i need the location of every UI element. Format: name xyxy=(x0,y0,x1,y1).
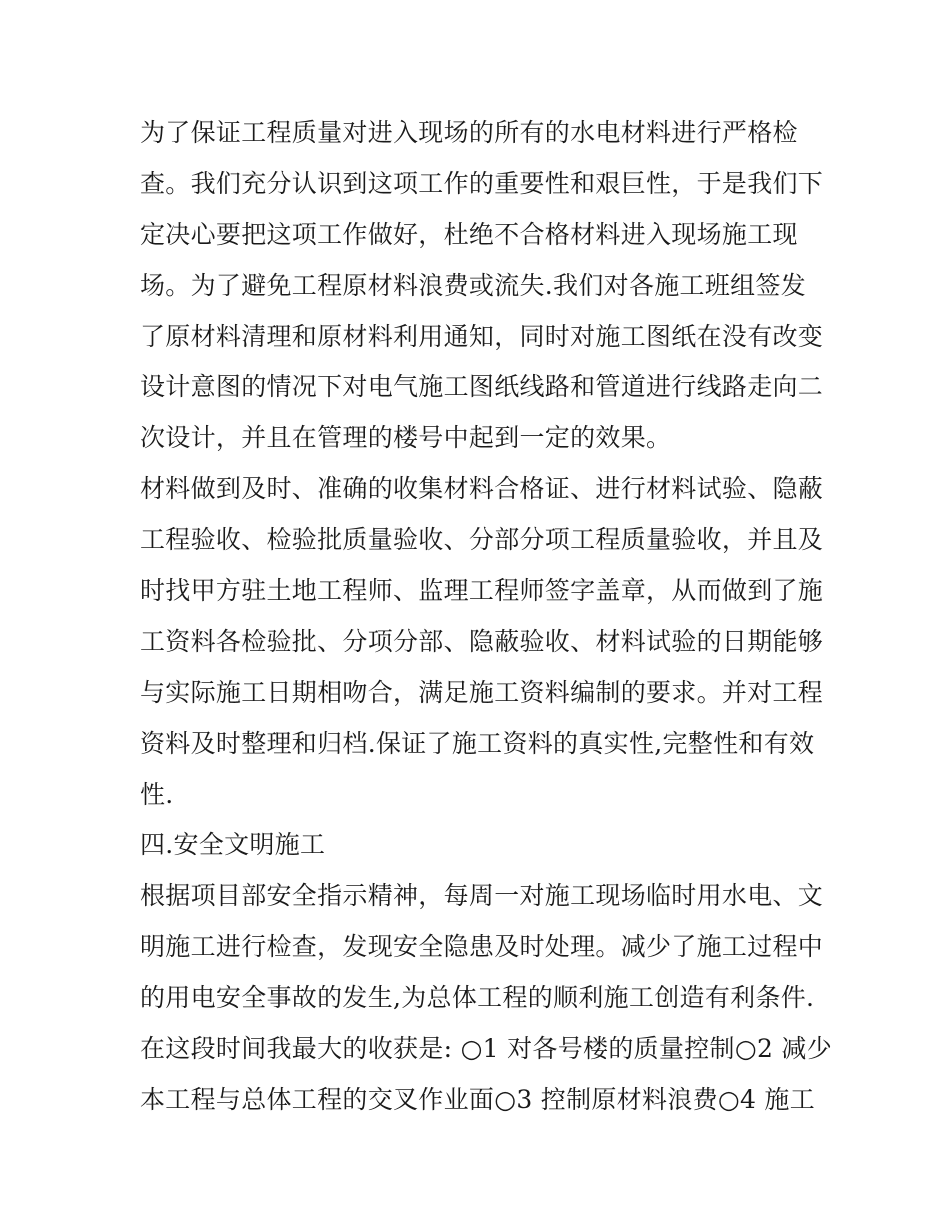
text-line-9: 工程验收、检验批质量验收、分部分项工程质量验收，并且及 xyxy=(140,525,824,555)
text-line-4: 场。为了避免工程原材料浪费或流失.我们对各施工班组签发 xyxy=(140,270,807,300)
text-line-1: 为了保证工程质量对进入现场的所有的水电材料进行严格检 xyxy=(140,118,798,147)
text-line-2: 查。我们充分认识到这项工作的重要性和艰巨性，于是我们下 xyxy=(140,168,824,198)
text-line-8: 材料做到及时、准确的收集材料合格证、进行材料试验、隐蔽 xyxy=(140,474,824,504)
text-line-14: 性. xyxy=(140,779,174,809)
text-line-13: 资料及时整理和归档.保证了施工资料的真实性,完整性和有效 xyxy=(140,728,815,758)
text-line-3: 定决心要把这项工作做好，杜绝不合格材料进入现场施工现 xyxy=(140,219,798,249)
text-line-11: 工资料各检验批、分项分部、隐蔽验收、材料试验的日期能够 xyxy=(140,626,824,656)
text-line-20: 本工程与总体工程的交叉作业面○3 控制原材料浪费○4 施工 xyxy=(140,1084,816,1114)
text-line-16: 根据项目部安全指示精神，每周一对施工现场临时用水电、文 xyxy=(140,881,824,911)
text-line-12: 与实际施工日期相吻合，满足施工资料编制的要求。并对工程 xyxy=(140,677,824,707)
text-line-5: 了原材料清理和原材料利用通知，同时对施工图纸在没有改变 xyxy=(140,321,824,351)
text-line-10: 时找甲方驻土地工程师、监理工程师签字盖章，从而做到了施 xyxy=(140,576,824,606)
section-heading: 四.安全文明施工 xyxy=(140,830,326,860)
text-line-19: 在这段时间我最大的收获是: ○1 对各号楼的质量控制○2 减少 xyxy=(140,1034,833,1064)
text-line-6: 设计意图的情况下对电气施工图纸线路和管道进行线路走向二 xyxy=(140,372,824,402)
body-text xyxy=(140,108,833,1126)
text-line-17: 明施工进行检查，发现安全隐患及时处理。减少了施工过程中 xyxy=(140,932,824,962)
text-line-18: 的用电安全事故的发生,为总体工程的顺利施工创造有利条件. xyxy=(140,983,815,1013)
text-line-7: 次设计，并且在管理的楼号中起到一定的效果。 xyxy=(140,423,672,453)
